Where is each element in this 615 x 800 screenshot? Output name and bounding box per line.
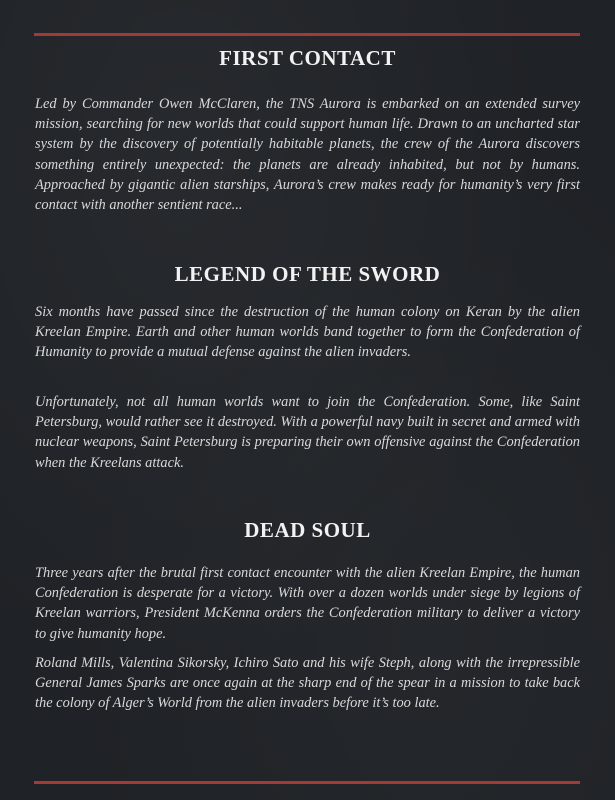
top-divider-rule (34, 33, 580, 36)
section-title-first-contact: FIRST CONTACT (219, 46, 396, 70)
synopsis-legend-of-the-sword-1: Six months have passed since the destruction of the human colony on Keran by the alien Kreelan Empire. Earth and other human worlds band together to form the Confederation of Humanity to provide a mutual defense against the alien invaders. (35, 304, 580, 361)
synopsis-first-contact: Led by Commander Owen McClaren, the TNS Aurora is embarked on an extended survey mission, searching for new worlds that could support human life. Drawn to an uncharted star system by the discovery of potentially habitable planets, the crew of the Aurora discovers something entirely unexpected: the planets are already inhabited, but not by humans. Approached by gigantic alien starships, Aurora’s crew makes ready for humanity’s very first contact with another sentient race... (35, 96, 580, 214)
bottom-divider-rule (34, 781, 580, 784)
section-title-legend-of-the-sword: LEGEND OF THE SWORD (174, 262, 441, 286)
section-title-dead-soul: DEAD SOUL (244, 518, 371, 542)
synopsis-dead-soul-2: Roland Mills, Valentina Sikorsky, Ichiro Sato and his wife Steph, along with the irrepressible General James Sparks are once again at the sharp end of the spear in a mission to take back the colony of Alger’s World from the alien invaders before it’s too late. (35, 655, 580, 712)
synopsis-legend-of-the-sword-2: Unfortunately, not all human worlds want to join the Confederation. Some, like Saint Petersburg, would rather see it destroyed. With a powerful navy built in secret and armed with nuclear weapons, Saint Petersburg is preparing their own offensive against the Confederation when the Kreelans attack. (35, 394, 580, 471)
synopsis-dead-soul-1: Three years after the brutal first contact encounter with the alien Kreelan Empire, the human Confederation is desperate for a victory. With over a dozen worlds under siege by legions of Kreelan warriors, President McKenna orders the Confederation military to deliver a victory to give humanity hope. (35, 565, 580, 642)
